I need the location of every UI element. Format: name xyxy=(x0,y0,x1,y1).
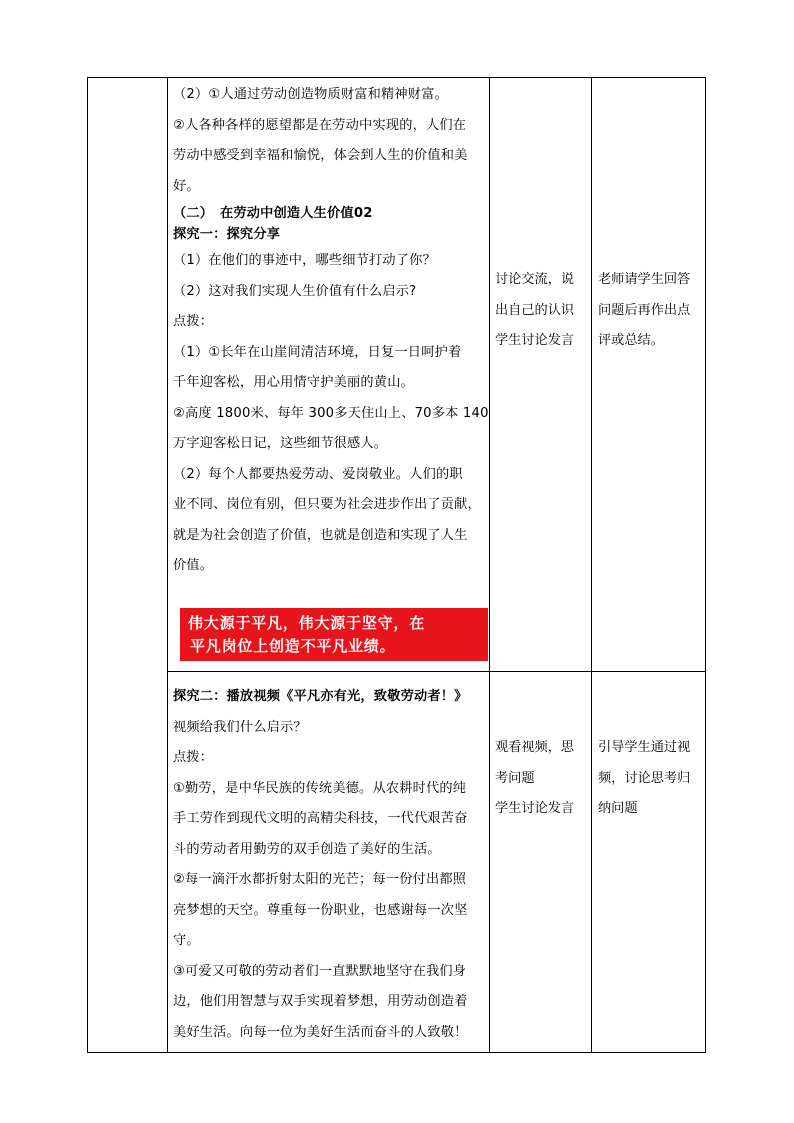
text-line: ③可爱又可敬的劳动者们一直默默地坚守在我们身 xyxy=(173,963,467,979)
teacher-activity-line: 老师请学生回答 xyxy=(598,272,691,287)
text-line: 手工劳作到现代文明的高精尖科技，一代代艰苦奋 xyxy=(173,811,468,826)
text-line: （2）这对我们实现人生价值有什么启示? xyxy=(173,283,417,299)
student-activity-line: 学生讨论发言 xyxy=(495,801,575,816)
text-line: （2）每个人都要热爱劳动、爱岗敬业。人们的职 xyxy=(173,466,463,482)
text-line: 斗的劳动者用勤劳的双手创造了美好的生活。 xyxy=(173,841,441,857)
text-line: ②每一滴汗水都折射太阳的光芒；每一份付出都照 xyxy=(173,872,467,887)
column-divider xyxy=(489,77,490,1053)
text-line: ①勤劳，是中华民族的传统美德。从农耕时代的纯 xyxy=(173,780,467,796)
student-activity-2 xyxy=(495,733,590,825)
text-line: 亮梦想的天空。尊重每一份职业，也感谢每一次坚 xyxy=(173,902,468,918)
text-line: 点拨： xyxy=(173,314,214,329)
explore-two-title: 探究二：播放视频《平凡亦有光，致敬劳动者！》 xyxy=(173,689,468,704)
text-line: 好。 xyxy=(173,178,200,194)
student-activity-1 xyxy=(495,265,590,357)
column-divider xyxy=(167,77,168,1053)
text-line: 业不同、岗位有别，但只要为社会进步作出了贡献， xyxy=(173,497,481,512)
student-activity-line: 出自己的认识 xyxy=(495,302,575,318)
text-line: 万字迎客松日记，这些细节很感人。 xyxy=(173,436,388,451)
text-line: 价值。 xyxy=(173,558,214,573)
student-activity-line: 讨论交流，说 xyxy=(495,272,575,287)
text-line: ②人各种各样的愿望都是在劳动中实现的，人们在 xyxy=(173,117,467,133)
text-line: 劳动中感受到幸福和愉悦，体会到人生的价值和美 xyxy=(173,148,468,163)
teacher-activity-line: 引导学生通过视 xyxy=(598,740,691,755)
text-line: （1）①长年在山崖间清洁环境，日复一日呵护着 xyxy=(173,344,462,360)
student-activity-line: 学生讨论发言 xyxy=(495,333,575,348)
teaching-content-video xyxy=(173,682,485,1048)
teacher-activity-line: 评或总结。 xyxy=(598,333,664,348)
text-line: 就是为社会创造了价值，也就是创造和实现了人生 xyxy=(173,527,468,543)
text-line: 美好生活。向每一位为美好生活而奋斗的人致敬！ xyxy=(173,1024,468,1040)
student-activity-line: 观看视频，思 xyxy=(495,740,575,755)
column-divider xyxy=(591,77,592,1053)
row-divider xyxy=(167,671,706,672)
text-line: 边，他们用智慧与双手实现着梦想，用劳动创造着 xyxy=(173,994,468,1009)
teacher-activity-1 xyxy=(598,265,704,357)
highlight-banner xyxy=(180,608,488,661)
text-line: （1）在他们的事迹中，哪些细节打动了你？ xyxy=(173,253,436,268)
text-line: 守。 xyxy=(173,933,200,948)
student-activity-line: 考问题 xyxy=(495,770,535,786)
text-line: 视频给我们什么启示？ xyxy=(173,719,307,735)
teacher-activity-line: 频，讨论思考归 xyxy=(598,770,691,786)
teaching-content xyxy=(173,80,489,582)
teacher-activity-2 xyxy=(598,733,704,825)
explore-one-title: 探究一：探究分享 xyxy=(173,227,281,242)
text-line: 千年迎客松，用心用情守护美丽的黄山。 xyxy=(173,375,414,390)
teacher-activity-line: 纳问题 xyxy=(598,801,638,816)
teacher-activity-line: 问题后再作出点 xyxy=(598,302,691,318)
text-line: 点拨： xyxy=(173,750,214,765)
banner-line: 伟大源于平凡，伟大源于坚守，在 xyxy=(188,614,426,632)
text-line: ②高度 1800米、每年 300多天住山上、70多本 140 xyxy=(173,405,489,421)
banner-line: 平凡岗位上创造不平凡业绩。 xyxy=(190,637,396,655)
section-heading: （二） 在劳动中创造人生价值02 xyxy=(173,206,373,221)
text-line: （2）①人通过劳动创造物质财富和精神财富。 xyxy=(173,87,448,102)
